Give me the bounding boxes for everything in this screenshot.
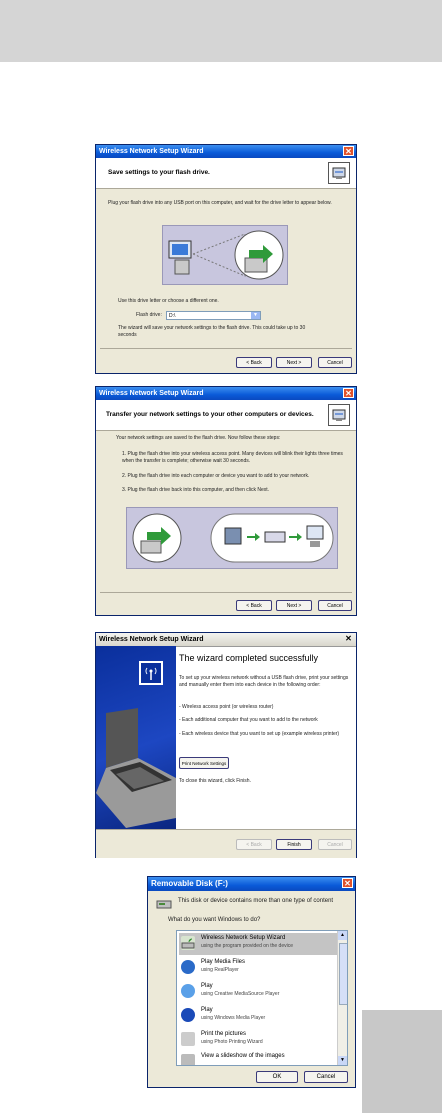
list-item[interactable] bbox=[179, 1005, 337, 1027]
list-item[interactable] bbox=[179, 1051, 337, 1066]
instructions-text: Plug your flash drive into any USB port on this computer, and wait for the drive letter to appear below. bbox=[108, 200, 332, 206]
option-subtitle: using Photo Printing Wizard bbox=[201, 1039, 263, 1045]
option-subtitle: using Creative MediaSource Player bbox=[201, 991, 280, 997]
step-3-text: 3. Plug the flash drive back into this computer, and then click Next. bbox=[122, 487, 270, 493]
instructions-text: Your network settings are saved to the flash drive. Now follow these steps: bbox=[116, 435, 281, 441]
order-item-1: - Wireless access point (or wireless router) bbox=[179, 704, 274, 710]
back-button[interactable]: < Back bbox=[236, 600, 272, 611]
cancel-button[interactable]: Cancel bbox=[318, 600, 352, 611]
divider bbox=[100, 592, 352, 593]
wizard-window-transfer-settings bbox=[95, 386, 357, 616]
choose-drive-text: Use this drive letter or choose a different one. bbox=[118, 298, 219, 304]
print-network-settings-button[interactable]: Print Network Settings bbox=[179, 757, 229, 769]
autoplay-window bbox=[147, 876, 356, 1088]
cancel-button[interactable]: Cancel bbox=[318, 357, 352, 368]
button-bar bbox=[96, 829, 356, 858]
title-bar bbox=[96, 387, 356, 400]
wireless-antenna-icon bbox=[139, 661, 163, 685]
wizard-heading: Transfer your network settings to your other computers or devices. bbox=[106, 411, 314, 418]
list-scrollbar[interactable] bbox=[337, 931, 347, 1065]
flash-drive-select[interactable] bbox=[166, 311, 261, 320]
window-title: Wireless Network Setup Wizard bbox=[99, 636, 204, 643]
ok-button[interactable]: OK bbox=[256, 1071, 298, 1083]
instructions-text: To set up your wireless network without a USB flash drive, print your settings and manually enter them into each device in the following order: bbox=[179, 675, 349, 688]
close-icon[interactable]: ✕ bbox=[343, 146, 354, 156]
chevron-down-icon[interactable]: ▼ bbox=[251, 312, 260, 319]
next-button[interactable]: Next > bbox=[276, 600, 312, 611]
back-button[interactable]: < Back bbox=[236, 839, 272, 850]
transfer-illustration bbox=[126, 507, 338, 569]
window-title: Removable Disk (F:) bbox=[151, 879, 228, 888]
flash-drive-illustration bbox=[162, 225, 288, 285]
option-subtitle: using the program provided on the device bbox=[201, 943, 294, 949]
close-icon[interactable]: ✕ bbox=[343, 388, 354, 398]
wizard-header bbox=[96, 400, 356, 431]
order-item-3: - Each wireless device that you want to set up (example wireless printer) bbox=[179, 731, 340, 737]
wizard-window-save-settings bbox=[95, 144, 357, 374]
title-bar bbox=[96, 145, 356, 158]
wizard-side-panel bbox=[96, 646, 176, 829]
page-header-band bbox=[0, 0, 442, 62]
wizard-window-completed bbox=[95, 632, 357, 858]
windows-media-player-icon bbox=[181, 1008, 195, 1022]
page-side-tab bbox=[362, 1010, 442, 1113]
close-icon[interactable]: ✕ bbox=[345, 634, 352, 643]
network-wizard-icon bbox=[328, 404, 350, 426]
content-description: This disk or device contains more than one type of content bbox=[178, 898, 334, 904]
removable-disk-icon bbox=[156, 897, 172, 909]
network-wizard-icon bbox=[328, 162, 350, 184]
window-title: Wireless Network Setup Wizard bbox=[99, 148, 204, 155]
cancel-button[interactable]: Cancel bbox=[304, 1071, 348, 1083]
option-subtitle: using Windows Media Player bbox=[201, 1015, 266, 1021]
flash-drive-value: D:\ bbox=[169, 313, 176, 319]
slideshow-icon bbox=[181, 1054, 195, 1066]
back-button[interactable]: < Back bbox=[236, 357, 272, 368]
title-bar bbox=[96, 633, 356, 647]
option-title: Wireless Network Setup Wizard bbox=[201, 935, 286, 941]
printer-icon bbox=[181, 1032, 195, 1046]
close-icon[interactable]: ✕ bbox=[342, 878, 353, 888]
option-title: Play bbox=[201, 983, 213, 989]
finish-button[interactable]: Finish bbox=[276, 839, 312, 850]
list-item[interactable] bbox=[179, 957, 337, 979]
order-item-2: - Each additional computer that you want to add to the network bbox=[179, 717, 318, 723]
list-item[interactable] bbox=[179, 933, 337, 955]
title-bar bbox=[148, 877, 355, 891]
wireless-wizard-icon bbox=[181, 936, 195, 950]
action-list[interactable] bbox=[176, 930, 348, 1066]
list-item[interactable] bbox=[179, 981, 337, 1003]
flash-drive-label: Flash drive: bbox=[136, 312, 162, 318]
cancel-button[interactable]: Cancel bbox=[318, 839, 352, 850]
realplayer-icon bbox=[181, 960, 195, 974]
scroll-up-icon[interactable]: ▲ bbox=[338, 931, 347, 940]
option-title: Play Media Files bbox=[201, 959, 246, 965]
step-1-text: 1. Plug the flash drive into your wireless access point. Many devices will blink their lights three times when the transfer is complete; otherwise wait 30 seconds. bbox=[122, 451, 343, 464]
laptop-illustration bbox=[96, 708, 176, 828]
wizard-heading: The wizard completed successfully bbox=[179, 653, 319, 663]
wizard-heading: Save settings to your flash drive. bbox=[108, 169, 210, 176]
close-instructions-text: To close this wizard, click Finish. bbox=[179, 778, 251, 784]
step-2-text: 2. Plug the flash drive into each computer or device you want to add to your network. bbox=[122, 473, 310, 479]
save-note-text: The wizard will save your network settings to the flash drive. This could take up to 30 seconds bbox=[118, 325, 306, 338]
scroll-thumb[interactable] bbox=[339, 943, 348, 1005]
mediasource-player-icon bbox=[181, 984, 195, 998]
scroll-down-icon[interactable]: ▼ bbox=[338, 1056, 347, 1065]
option-title: Print the pictures bbox=[201, 1031, 247, 1037]
option-title: Play bbox=[201, 1007, 213, 1013]
window-title: Wireless Network Setup Wizard bbox=[99, 390, 204, 397]
next-button[interactable]: Next > bbox=[276, 357, 312, 368]
option-subtitle: using RealPlayer bbox=[201, 967, 239, 973]
list-item[interactable] bbox=[179, 1029, 337, 1051]
option-title: View a slideshow of the images bbox=[201, 1053, 285, 1059]
wizard-header bbox=[96, 158, 356, 189]
divider bbox=[100, 348, 352, 349]
question-text: What do you want Windows to do? bbox=[168, 917, 261, 923]
